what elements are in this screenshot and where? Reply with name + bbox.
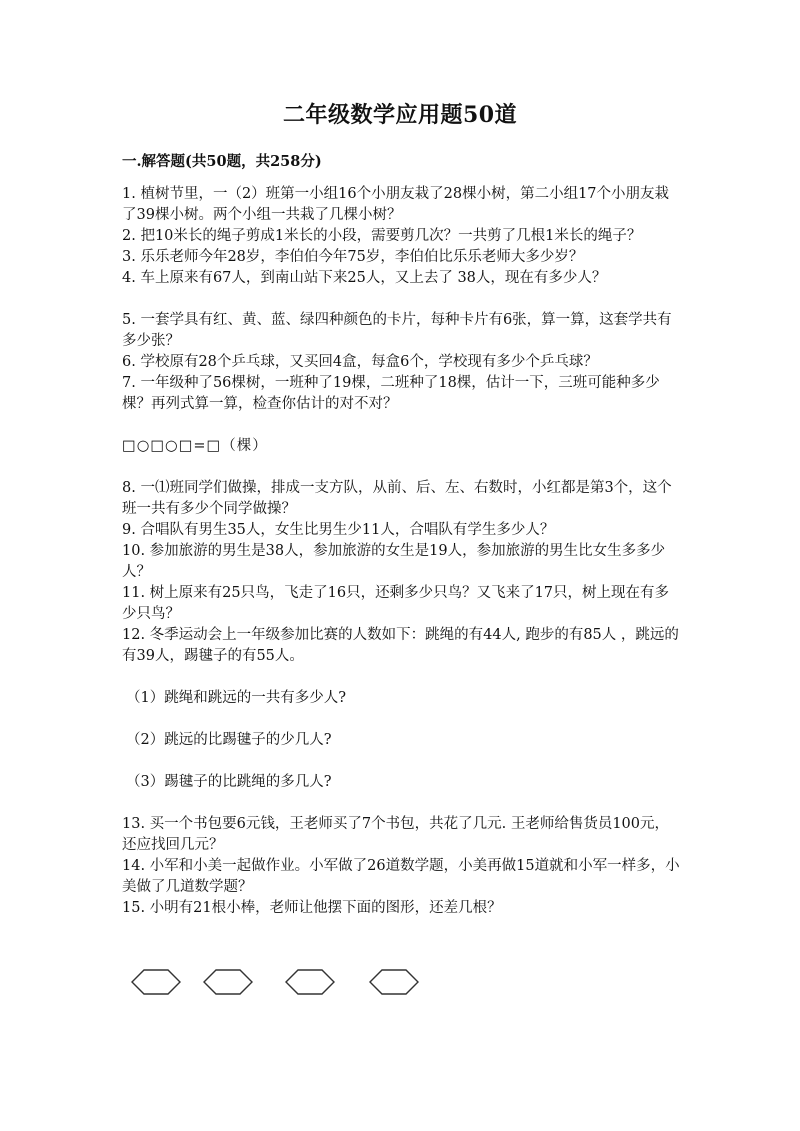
- spacer: [122, 667, 682, 688]
- question-6: 6. 学校原有28个乒乓球，又买回4盒，每盒6个，学校现有多少个乒乓球？: [122, 354, 598, 370]
- spacer: [122, 709, 682, 730]
- spacer: [122, 793, 682, 814]
- section-heading: 一.解答题(共50题，共258分): [122, 153, 322, 170]
- question-12-part-2: （2）跳远的比踢毽子的少几人?: [126, 732, 332, 748]
- question-9: 9. 合唱队有男生35人，女生比男生少11人，合唱队有学生多少人？: [122, 522, 555, 538]
- question-4: 4. 车上原来有67人，到南山站下来25人，又上去了 38人，现在有多少人？: [122, 270, 607, 286]
- page-title: 二年级数学应用题50道: [282, 102, 518, 128]
- hexagon-icon: [204, 970, 252, 994]
- question-list: [122, 184, 682, 919]
- hexagon-figure: [128, 966, 428, 998]
- hexagon-figure-row: [128, 966, 428, 998]
- spacer: [122, 751, 682, 772]
- question-5: 5. 一套学具有红、黄、蓝、绿四种颜色的卡片，每种卡片有6张，算一算，这套学共有多少张？: [122, 312, 672, 349]
- question-12-part-3: （3）踢毽子的比跳绳的多几人?: [126, 774, 332, 790]
- hexagon-icon: [132, 970, 180, 994]
- spacer: [122, 415, 682, 436]
- question-7: 7. 一年级种了56棵树，一班种了19棵，二班种了18棵，估计一下，三班可能种多少棵？再列式算一算，检查你估计的对不对？: [122, 375, 660, 412]
- question-15: 15. 小明有21根小棒，老师让他摆下面的图形，还差几根？: [122, 900, 502, 916]
- question-2: 2. 把10米长的绳子剪成1米长的小段，需要剪几次？一共剪了几根1米长的绳子？: [122, 228, 642, 244]
- question-12: 12. 冬季运动会上一年级参加比赛的人数如下：跳绳的有44人, 跑步的有85人 ，跳远的有39人，踢毽子的有55人。: [122, 627, 679, 664]
- hexagon-icon: [370, 970, 418, 994]
- question-7-formula: □○□○□=□（棵）: [122, 438, 268, 454]
- question-8: 8. 一⑴班同学们做操，排成一支方队，从前、后、左、右数时，小红都是第3个，这个班一共有多少个同学做操？: [122, 480, 672, 517]
- question-11: 11. 树上原来有25只鸟，飞走了16只，还剩多少只鸟？又飞来了17只，树上现在有多少只鸟？: [122, 585, 670, 622]
- spacer: [122, 457, 682, 478]
- question-13: 13. 买一个书包要6元钱，王老师买了7个书包，共花了几元. 王老师给售货员100元，还应找回几元？: [122, 816, 670, 853]
- question-12-part-1: （1）跳绳和跳远的一共有多少人?: [126, 690, 346, 706]
- question-14: 14. 小军和小美一起做作业。小军做了26道数学题，小美再做15道就和小军一样多，小美做了几道数学题？: [122, 858, 680, 895]
- hexagon-icon: [286, 970, 334, 994]
- spacer: [122, 289, 682, 310]
- question-10: 10. 参加旅游的男生是38人，参加旅游的女生是19人，参加旅游的男生比女生多多少人？: [122, 543, 666, 580]
- question-3: 3. 乐乐老师今年28岁，李伯伯今年75岁，李伯伯比乐乐老师大多少岁？: [122, 249, 584, 265]
- question-1: 1. 植树节里，一（2）班第一小组16个小朋友栽了28棵小树，第二小组17个小朋友栽了39棵小树。两个小组一共栽了几棵小树？: [122, 186, 670, 223]
